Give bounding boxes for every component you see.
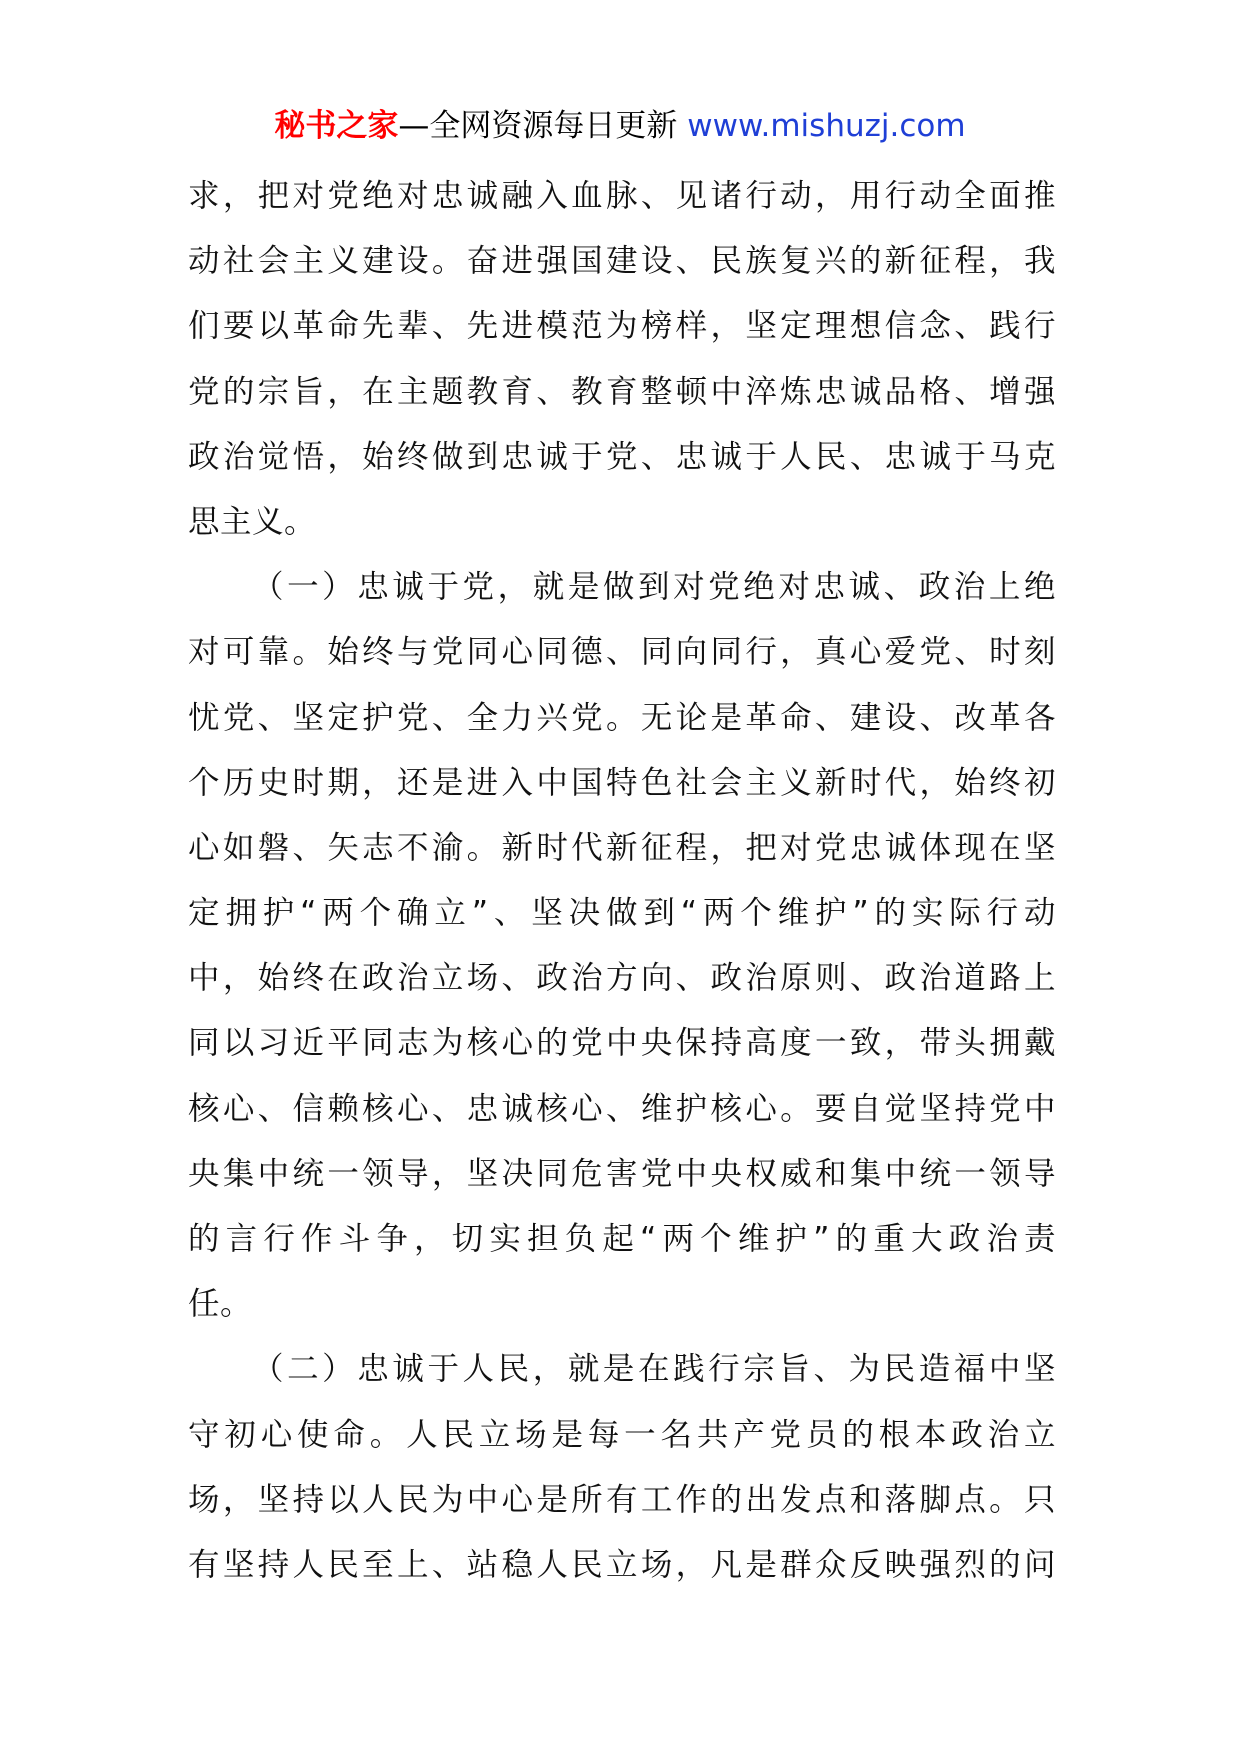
text-line: 中，始终在政治立场、政治方向、政治原则、政治道路上	[188, 960, 1056, 997]
text-line: 政治觉悟，始终做到忠诚于党、忠诚于人民、忠诚于马克	[188, 438, 1056, 475]
text-line: 党的宗旨，在主题教育、教育整顿中淬炼忠诚品格、增强	[188, 373, 1056, 410]
text-line: 的言行作斗争，切实担负起“两个维护”的重大政治责	[188, 1221, 1056, 1257]
header-slogan: —全网资源每日更新	[398, 108, 678, 144]
section-heading-line: （一）忠诚于党，就是做到对党绝对忠诚、政治上绝	[252, 569, 1056, 606]
document-body	[188, 164, 1056, 1598]
text-line: 守初心使命。人民立场是每一名共产党员的根本政治立	[188, 1416, 1056, 1453]
site-url-link[interactable]: www.mishuzj.com	[687, 108, 966, 144]
text-line: 同以习近平同志为核心的党中央保持高度一致，带头拥戴	[188, 1025, 1056, 1062]
text-line: 思主义。	[188, 503, 317, 540]
text-line: 心如磐、矢志不渝。新时代新征程，把对党忠诚体现在坚	[188, 829, 1056, 866]
text-line: 有坚持人民至上、站稳人民立场，凡是群众反映强烈的问	[188, 1546, 1056, 1583]
text-line: 求，把对党绝对忠诚融入血脉、见诸行动，用行动全面推	[188, 178, 1056, 214]
page-header	[0, 104, 1240, 148]
text-line: 场，坚持以人民为中心是所有工作的出发点和落脚点。只	[188, 1481, 1056, 1518]
text-line: 忧党、坚定护党、全力兴党。无论是革命、建设、改革各	[188, 699, 1056, 736]
text-line: 央集中统一领导，坚决同危害党中央权威和集中统一领导	[188, 1155, 1056, 1192]
text-line: 定拥护“两个确立”、坚决做到“两个维护”的实际行动	[188, 895, 1056, 932]
text-line: 个历史时期，还是进入中国特色社会主义新时代，始终初	[188, 764, 1056, 801]
text-line: 任。	[188, 1286, 253, 1323]
brand-name: 秘书之家	[274, 108, 399, 144]
text-line: 对可靠。始终与党同心同德、同向同行，真心爱党、时刻	[188, 634, 1056, 671]
text-line: 们要以革命先辈、先进模范为榜样，坚定理想信念、践行	[188, 308, 1056, 345]
text-line: 核心、信赖核心、忠诚核心、维护核心。要自觉坚持党中	[188, 1090, 1056, 1127]
text-line: 动社会主义建设。奋进强国建设、民族复兴的新征程，我	[188, 243, 1056, 280]
section-heading-line: （二）忠诚于人民，就是在践行宗旨、为民造福中坚	[252, 1351, 1056, 1388]
